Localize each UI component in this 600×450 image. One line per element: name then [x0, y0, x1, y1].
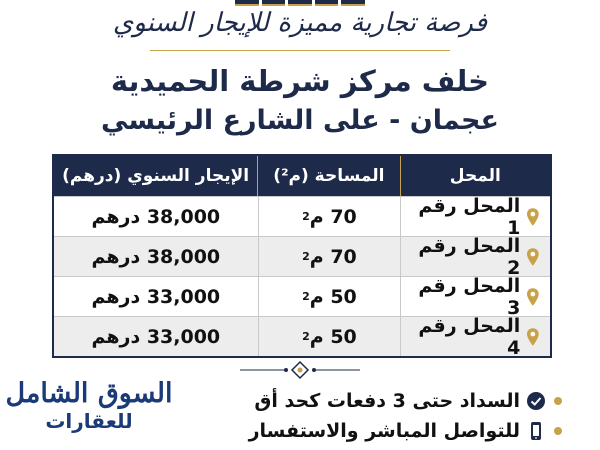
company-logo: [0, 374, 178, 450]
header-rent: الإيجار السنوي (درهم): [62, 166, 250, 186]
shop-area: 50 م: [309, 325, 357, 348]
shop-name: المحل رقم 1: [418, 194, 521, 239]
location-pin-icon: [526, 208, 540, 226]
table-row: [54, 234, 550, 279]
shop-rent: 38,000 درهم: [91, 205, 221, 228]
shop-name: المحل رقم 2: [418, 234, 521, 279]
bullet-dot: [554, 397, 562, 405]
location-pin-icon: [526, 328, 540, 346]
shops-table: [52, 154, 552, 358]
location-pin-icon: [526, 248, 540, 266]
shop-area: 70 م: [309, 205, 357, 228]
table-row: [54, 194, 550, 239]
location-pin-icon: [526, 288, 540, 306]
verified-check-icon: [526, 391, 546, 411]
table-row: [54, 314, 550, 359]
list-item: [249, 416, 562, 446]
payment-text: السداد حتى 3 دفعات كحد أق: [254, 390, 520, 412]
area-superscript: 2: [302, 330, 310, 343]
table-row: [54, 274, 550, 319]
top-decorative-bars: [235, 0, 365, 6]
shop-name: المحل رقم 3: [418, 274, 521, 319]
header-area: المساحة (م²): [257, 156, 399, 196]
area-superscript: 2: [302, 290, 310, 303]
header-shop: المحل: [400, 156, 550, 196]
divider: [150, 50, 450, 51]
feature-list: [249, 386, 562, 446]
contact-text: للتواصل المباشر والاستفسار: [248, 420, 520, 442]
calligraphy-heading: فرصة تجارية مميزة للإيجار السنوي: [112, 8, 488, 38]
list-item: [249, 386, 562, 416]
logo-main-text: السوق الشامل: [5, 378, 173, 409]
area-superscript: 2: [302, 210, 310, 223]
location-title: خلف مركز شرطة الحميدية: [110, 64, 490, 98]
ornament-divider: [240, 360, 360, 380]
shop-name: المحل رقم 4: [418, 314, 521, 359]
phone-icon: [526, 421, 546, 441]
shop-rent: 33,000 درهم: [91, 325, 221, 348]
area-superscript: 2: [302, 250, 310, 263]
shop-area: 50 م: [309, 285, 357, 308]
shop-rent: 38,000 درهم: [91, 245, 221, 268]
shop-rent: 33,000 درهم: [91, 285, 221, 308]
logo-sub-text: للعقارات: [45, 409, 133, 433]
shop-area: 70 م: [309, 245, 357, 268]
bullet-dot: [554, 427, 562, 435]
table-header: [54, 156, 550, 196]
city-subtitle: عجمان - على الشارع الرئيسي: [101, 105, 499, 136]
